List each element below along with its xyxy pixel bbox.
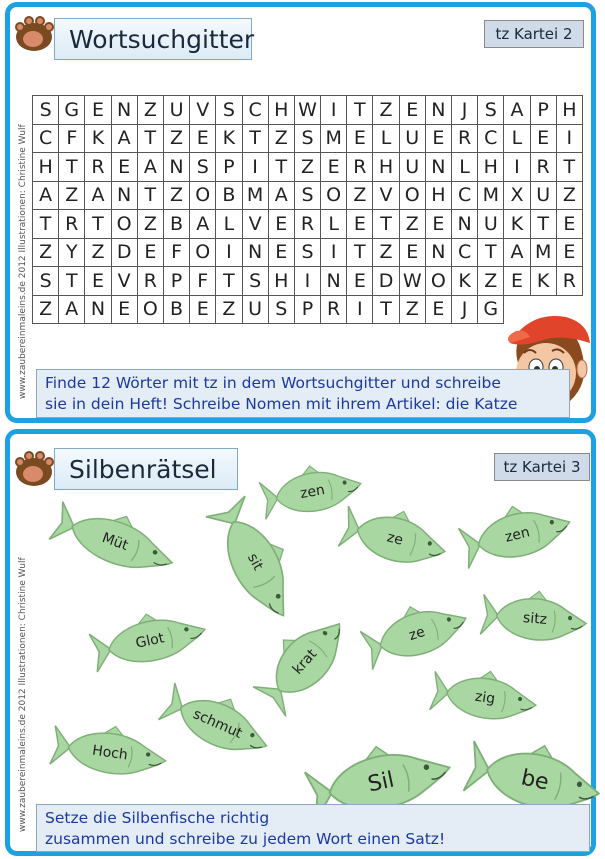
grid-cell: Z [59,181,85,210]
grid-cell: E [347,210,373,239]
grid-cell: R [59,210,85,239]
grid-cell: Z [294,153,320,182]
grid-cell: I [556,124,582,153]
grid-cell: Z [216,295,242,324]
page-title: Silbenrätsel [54,448,238,490]
grid-cell: I [216,238,242,267]
grid-cell: P [163,267,189,296]
grid-cell: N [425,238,451,267]
grid-cell: S [190,153,216,182]
grid-cell: T [373,210,399,239]
grid-cell: Z [556,181,582,210]
grid-cell: A [33,181,59,210]
grid-row [33,181,583,210]
grid-cell: N [111,181,137,210]
grid-cell: A [137,153,163,182]
grid-cell: S [294,181,320,210]
grid-row [33,153,583,182]
grid-cell: L [452,153,478,182]
grid-cell: N [321,267,347,296]
grid-cell: N [242,238,268,267]
grid-cell: I [347,295,373,324]
grid-cell: J [452,295,478,324]
grid-cell: Z [33,238,59,267]
grid-cell: E [556,210,582,239]
grid-cell: O [111,210,137,239]
syllable-label: be [518,764,552,796]
instruction-line: Setze die Silbenfische richtig [45,809,270,827]
grid-cell: R [85,153,111,182]
grid-cell: T [59,267,85,296]
grid-cell: Z [33,295,59,324]
grid-cell: V [111,267,137,296]
grid-cell: H [556,96,582,125]
grid-cell: H [268,96,294,125]
grid-cell: M [321,124,347,153]
grid-cell: H [33,153,59,182]
grid-cell: Z [478,267,504,296]
grid-cell: L [504,124,530,153]
syllable-label: zig [473,688,497,708]
grid-cell: W [294,96,320,125]
grid-cell: E [190,295,216,324]
grid-cell: I [321,96,347,125]
grid-cell: V [373,181,399,210]
grid-row [33,267,583,296]
grid-cell: T [216,267,242,296]
paw-icon [12,448,56,488]
syllable-label: ze [385,529,405,549]
grid-cell: Y [59,238,85,267]
grid-cell: E [268,238,294,267]
grid-cell: N [425,153,451,182]
grid-cell: Z [399,210,425,239]
credit-text: www.zaubereinmaleins.de 2012 Illustrationen: Christine Wulf [18,557,28,832]
syllable-fish[interactable] [85,600,214,682]
grid-cell: O [190,181,216,210]
grid-cell: E [111,295,137,324]
grid-cell: E [321,153,347,182]
instruction-line: Finde 12 Wörter mit tz in dem Wortsuchgitter und schreibe [45,374,501,392]
grid-cell: M [478,181,504,210]
card-silbenraetsel [5,429,596,856]
grid-cell: V [242,210,268,239]
credit-text: www.zaubereinmaleins.de 2012 Illustrationen: Christine Wulf [18,124,28,399]
grid-cell: U [399,153,425,182]
grid-cell: Z [399,295,425,324]
grid-cell: X [504,181,530,210]
grid-cell: D [373,267,399,296]
grid-cell: E [425,210,451,239]
grid-cell: E [190,124,216,153]
grid-cell: T [347,238,373,267]
grid-cell: T [347,96,373,125]
instruction-line: zusammen und schreibe zu jedem Wort einen Satz! [45,830,446,848]
syllable-label: Sil [365,767,397,797]
grid-cell: L [373,124,399,153]
grid-cell: R [530,153,556,182]
grid-cell: W [399,267,425,296]
grid-cell: E [137,238,163,267]
instruction-box [36,369,570,418]
grid-cell: E [556,238,582,267]
grid-cell: Z [137,210,163,239]
grid-cell: K [504,210,530,239]
instruction-box [36,804,590,852]
grid-cell: M [242,181,268,210]
grid-cell: E [399,238,425,267]
grid-cell: T [85,210,111,239]
grid-cell: S [216,96,242,125]
grid-cell: P [216,153,242,182]
grid-cell: E [347,267,373,296]
grid-cell: U [399,124,425,153]
grid-cell: H [478,153,504,182]
grid-cell: S [294,124,320,153]
grid-cell: F [190,267,216,296]
grid-cell: A [268,181,294,210]
grid-cell: L [321,210,347,239]
grid-cell: G [59,96,85,125]
grid-cell: E [399,96,425,125]
page-title: Wortsuchgitter [54,18,252,60]
grid-cell: E [530,124,556,153]
grid-cell: S [242,267,268,296]
grid-cell: U [478,210,504,239]
grid-cell: T [137,124,163,153]
grid-cell: R [294,210,320,239]
syllable-label: zen [298,481,327,503]
grid-cell: A [111,124,137,153]
grid-cell: S [268,295,294,324]
grid-cell: H [268,267,294,296]
grid-cell: T [33,210,59,239]
grid-row [33,96,583,125]
grid-cell: U [163,96,189,125]
grid-cell: Z [85,238,111,267]
grid-cell: O [425,267,451,296]
grid-cell: T [373,295,399,324]
syllable-label: zen [503,524,532,546]
grid-cell: R [452,124,478,153]
grid-cell: A [504,238,530,267]
syllable-label: ze [406,623,428,645]
grid-cell: I [242,153,268,182]
grid-cell: K [216,124,242,153]
grid-cell: S [33,267,59,296]
word-grid [32,95,583,324]
grid-cell: C [242,96,268,125]
grid-cell: E [85,96,111,125]
grid-cell: O [321,181,347,210]
grid-cell: Z [163,181,189,210]
syllable-fish[interactable] [478,584,593,653]
grid-cell: F [163,238,189,267]
grid-cell: S [33,96,59,125]
grid-cell: Z [373,238,399,267]
syllable-fish[interactable] [426,662,543,735]
grid-cell: F [59,124,85,153]
syllable-fish[interactable] [44,492,187,593]
grid-row [33,124,583,153]
grid-cell: B [163,295,189,324]
grid-cell: N [111,96,137,125]
grid-row [33,210,583,239]
grid-cell: U [242,295,268,324]
grid-cell: U [530,181,556,210]
grid-cell: T [242,124,268,153]
grid-cell: E [347,124,373,153]
grid-cell: S [478,96,504,125]
card-wortsuchgitter [5,2,596,423]
grid-cell: E [504,267,530,296]
paw-icon [12,13,56,53]
grid-cell: Z [347,181,373,210]
grid-cell: C [452,238,478,267]
grid-cell: K [452,267,478,296]
grid-cell: V [190,96,216,125]
grid-cell: G [478,295,504,324]
grid-cell: K [530,267,556,296]
grid-cell: I [294,267,320,296]
grid-cell: H [425,181,451,210]
grid-cell: M [530,238,556,267]
grid-cell: A [85,181,111,210]
grid-cell: R [556,267,582,296]
grid-cell: C [452,181,478,210]
syllable-fish[interactable] [334,496,456,583]
grid-cell: C [478,124,504,153]
grid-cell: B [163,210,189,239]
grid-cell: E [111,153,137,182]
grid-cell: K [85,124,111,153]
grid-cell: T [530,210,556,239]
syllable-fish[interactable] [454,491,581,579]
grid-cell: E [85,267,111,296]
syllable-label: Hoch [91,742,129,764]
grid-cell: I [504,153,530,182]
grid-cell: R [321,295,347,324]
grid-cell: N [425,96,451,125]
syllable-label: Glot [134,630,166,652]
grid-cell: T [137,181,163,210]
grid-cell: T [59,153,85,182]
grid-cell: T [268,153,294,182]
grid-cell: T [556,153,582,182]
grid-cell: L [216,210,242,239]
grid-cell: Z [268,124,294,153]
grid-cell: P [530,96,556,125]
grid-cell: A [59,295,85,324]
grid-cell: S [294,238,320,267]
grid-cell: B [216,181,242,210]
syllable-label: schmut [190,706,245,742]
grid-cell: R [137,267,163,296]
syllable-label: sitz [522,609,548,629]
grid-cell: C [33,124,59,153]
card-badge: tz Kartei 3 [494,453,590,481]
grid-cell: Z [163,124,189,153]
grid-cell: N [163,153,189,182]
grid-cell: E [268,210,294,239]
grid-cell: H [373,153,399,182]
grid-cell: D [111,238,137,267]
grid-cell: O [399,181,425,210]
grid-cell: Z [137,96,163,125]
syllable-label: Müt [99,529,131,555]
grid-cell: N [452,210,478,239]
grid-cell: A [504,96,530,125]
grid-cell: N [85,295,111,324]
instruction-line: sie in dein Heft! Schreibe Nomen mit ihrem Artikel: die Katze [45,395,518,413]
grid-cell: T [478,238,504,267]
grid-cell: O [137,295,163,324]
grid-cell: P [294,295,320,324]
grid-cell: R [347,153,373,182]
grid-cell: A [190,210,216,239]
grid-cell: O [190,238,216,267]
grid-cell: E [425,124,451,153]
grid-cell: J [452,96,478,125]
syllable-label: krat [289,646,321,678]
card-badge: tz Kartei 2 [484,20,584,48]
grid-cell: Z [373,96,399,125]
syllable-label: sit [244,550,266,574]
grid-cell: E [425,295,451,324]
grid-row [33,238,583,267]
grid-cell: I [321,238,347,267]
